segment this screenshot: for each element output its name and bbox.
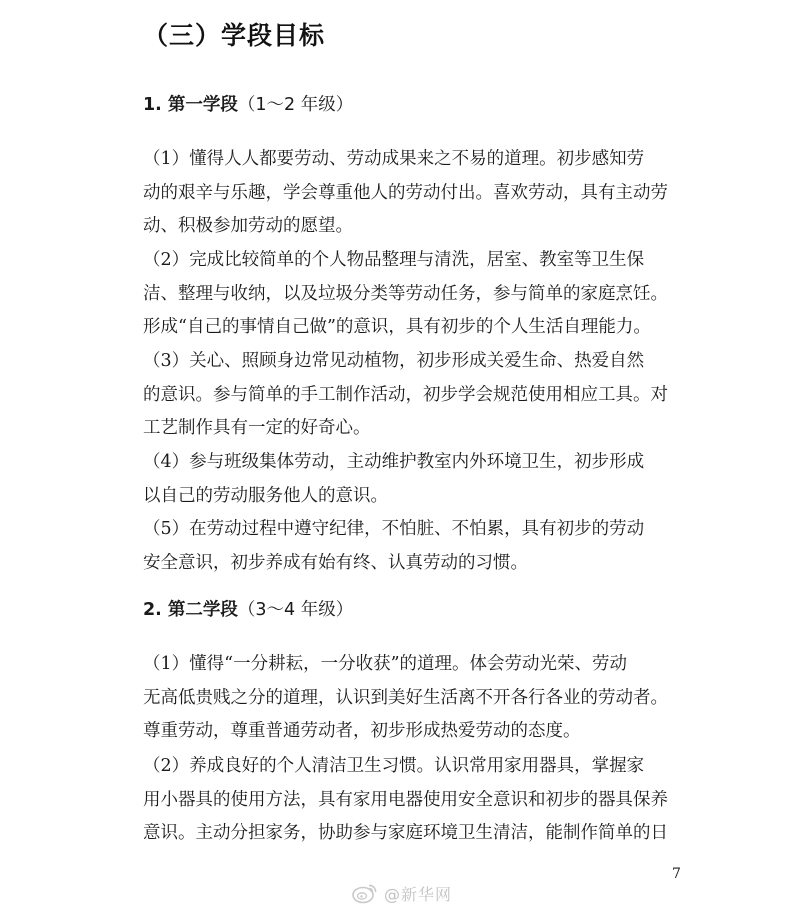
section-title: （三）学段目标 xyxy=(143,21,326,50)
stage2-item-2 xyxy=(143,750,699,851)
stage1-label: 1. 第一学段 xyxy=(143,95,238,115)
stage2-range: （3～4 年级） xyxy=(237,600,354,620)
text-line: 以自己的劳动服务他人的意识。 xyxy=(143,485,388,506)
text-line: 洁、整理与收纳，以及垃圾分类等劳动任务，参与简单的家庭烹饪。 xyxy=(143,283,668,304)
text-line: 用小器具的使用方法，具有家用电器使用安全意识和初步的器具保养 xyxy=(143,789,668,810)
stage2-item-1 xyxy=(143,648,699,749)
text-line: （4）参与班级集体劳动，主动维护教室内外环境卫生，初步形成 xyxy=(143,452,645,472)
stage1-range: （1～2 年级） xyxy=(237,95,354,115)
text-line: 动的艰辛与乐趣，学会尊重他人的劳动付出。喜欢劳动，具有主动劳 xyxy=(143,182,668,203)
stage1-heading xyxy=(143,90,353,120)
text-line: 动、积极参加劳动的愿望。 xyxy=(143,216,353,236)
text-line: 意识。主动分担家务，协助参与家庭环境卫生清洁，能制作简单的日 xyxy=(143,823,668,843)
stage1-item-1 xyxy=(143,143,699,244)
page-number: 7 xyxy=(672,866,681,882)
text-line: （3）关心、照顾身边常见动植物，初步形成关爱生命、热爱自然 xyxy=(143,351,645,371)
text-line: （1）懂得“一分耕耘，一分收获”的道理。体会劳动光荣、劳动 xyxy=(143,654,628,674)
watermark xyxy=(352,881,452,905)
stage1-item-2 xyxy=(143,244,699,345)
text-line: 形成“自己的事情自己做”的意识，具有初步的个人生活自理能力。 xyxy=(143,317,651,337)
weibo-logo-icon xyxy=(352,882,378,904)
text-line: 工艺制作具有一定的好奇心。 xyxy=(143,418,371,438)
stage1-item-5 xyxy=(143,513,699,580)
text-line: 尊重劳动，尊重普通劳动者，初步形成热爱劳动的态度。 xyxy=(143,721,581,741)
text-line: 无高低贵贱之分的道理，认识到美好生活离不开各行各业的劳动者。 xyxy=(143,687,668,708)
stage1-item-3 xyxy=(143,345,699,446)
stage2-heading xyxy=(143,595,353,625)
text-line: （5）在劳动过程中遵守纪律，不怕脏、不怕累，具有初步的劳动 xyxy=(143,519,645,539)
text-line: 安全意识，初步养成有始有终、认真劳动的习惯。 xyxy=(143,552,528,573)
stage2-label: 2. 第二学段 xyxy=(143,600,238,620)
text-line: （1）懂得人人都要劳动、劳动成果来之不易的道理。初步感知劳 xyxy=(143,149,645,169)
stage1-item-4 xyxy=(143,446,699,513)
watermark-text: @新华网 xyxy=(384,884,453,904)
text-line: （2）养成良好的个人清洁卫生习惯。认识常用家用器具，掌握家 xyxy=(143,756,645,776)
text-line: 的意识。参与简单的手工制作活动，初步学会规范使用相应工具。对 xyxy=(143,384,668,405)
text-line: （2）完成比较简单的个人物品整理与清洗，居室、教室等卫生保 xyxy=(143,250,645,270)
